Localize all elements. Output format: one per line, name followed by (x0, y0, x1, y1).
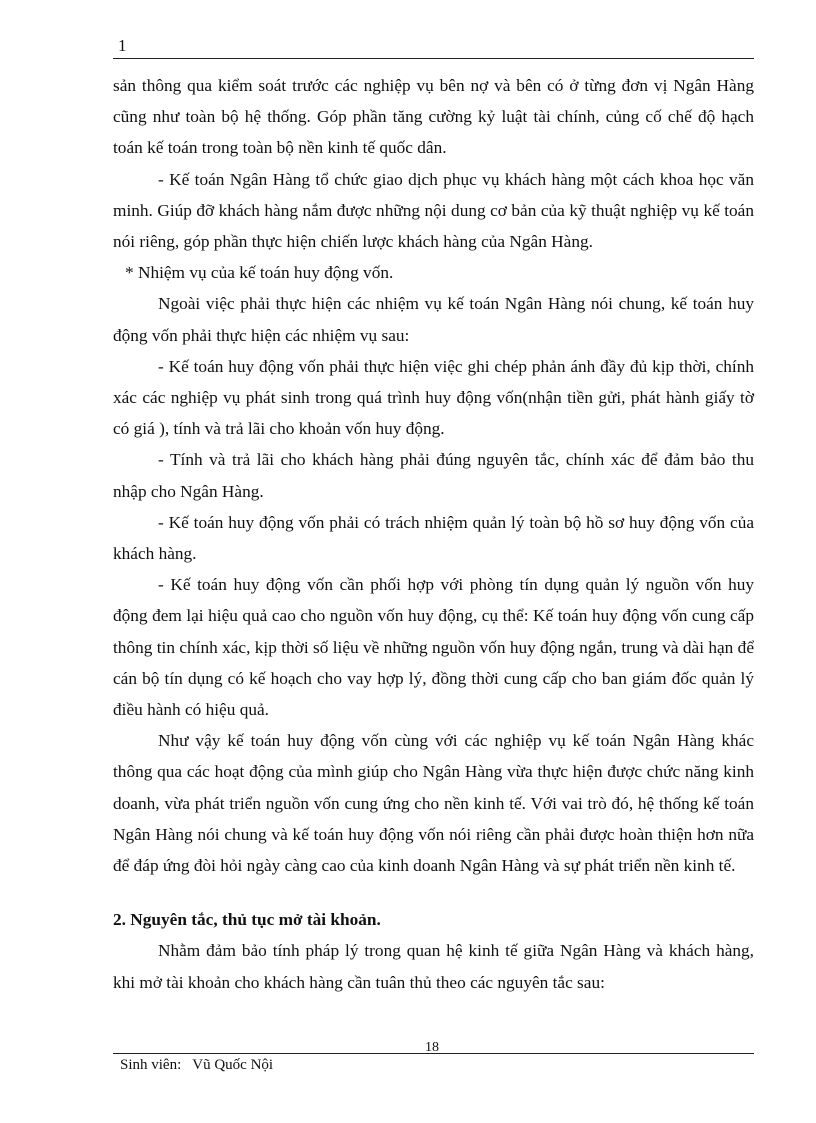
section-heading: 2. Nguyên tắc, thủ tục mở tài khoản. (113, 910, 381, 930)
student-name: Vũ Quốc Nội (192, 1057, 274, 1073)
paragraph: - Kế toán huy động vốn phải thực hiện việc ghi chép phản ánh đầy đủ kịp thời, chính xác các nghiệp vụ phát sinh trong quá trình huy động vốn(nhận tiền gửi, phát hành giấy tờ có giá ), tính và trả lãi cho khoản vốn huy động. (113, 356, 754, 439)
header-divider (113, 58, 754, 59)
header-page-number: 1 (118, 36, 127, 55)
paragraph: Nhằm đảm bảo tính pháp lý trong quan hệ kinh tế giữa Ngân Hàng và khách hàng, khi mở tài khoản cho khách hàng cần tuân thủ theo các nguyên tắc sau: (113, 941, 754, 992)
paragraph: sản thông qua kiểm soát trước các nghiệp vụ bên nợ và bên có ở từng đơn vị Ngân Hàng cũng như toàn bộ hệ thống. Góp phần tăng cường kỷ luật tài chính, củng cố chế độ hạch toán kế toán trong toàn bộ nền kinh tế quốc dân. (113, 76, 754, 158)
student-label: Sinh viên: (120, 1057, 182, 1073)
paragraph: Ngoài việc phải thực hiện các nhiệm vụ kế toán Ngân Hàng nói chung, kế toán huy động vốn phải thực hiện các nhiệm vụ sau: (113, 294, 754, 345)
paragraph: - Kế toán huy động vốn cần phối hợp với phòng tín dụng quản lý nguồn vốn huy động đem lại hiệu quả cao cho nguồn vốn huy động, cụ thể: Kế toán huy động vốn cung cấp thông tin chính xác, kịp thời số liệu về những nguồn vốn huy động ngắn, trung và dài hạn để cán bộ tín dụng có kế hoạch cho vay hợp lý, đồng thời cung cấp cho ban giám đốc quản lý điều hành có hiệu quả. (113, 575, 754, 720)
footer-page-number: 18 (425, 1040, 439, 1055)
paragraph: - Tính và trả lãi cho khách hàng phải đúng nguyên tắc, chính xác để đảm bảo thu nhập cho Ngân Hàng. (113, 450, 754, 501)
document-body (113, 70, 754, 998)
footer-student (120, 1057, 273, 1074)
subheading-duties: * Nhiệm vụ của kế toán huy động vốn. (125, 263, 394, 283)
paragraph: Như vậy kế toán huy động vốn cùng với các nghiệp vụ kế toán Ngân Hàng khác thông qua các hoạt động của mình giúp cho Ngân Hàng vừa thực hiện được chức năng kinh doanh, vừa phát triển nguồn vốn cung ứng cho nền kinh tế. Với vai trò đó, hệ thống kế toán Ngân Hàng nói chung và kế toán huy động vốn nói riêng cần phải được hoàn thiện hơn nữa để đáp ứng đòi hỏi ngày càng cao của kinh doanh Ngân Hàng và sự phát triển nền kinh tế. (113, 731, 754, 876)
paragraph: - Kế toán Ngân Hàng tổ chức giao dịch phục vụ khách hàng một cách khoa học văn minh. Giúp đỡ khách hàng nắm được những nội dung cơ bản của kỹ thuật nghiệp vụ kế toán nói riêng, góp phần thực hiện chiến lược khách hàng của Ngân Hàng. (113, 169, 754, 252)
footer-divider (113, 1053, 754, 1054)
paragraph: - Kế toán huy động vốn phải có trách nhiệm quản lý toàn bộ hồ sơ huy động vốn của khách hàng. (113, 512, 754, 564)
